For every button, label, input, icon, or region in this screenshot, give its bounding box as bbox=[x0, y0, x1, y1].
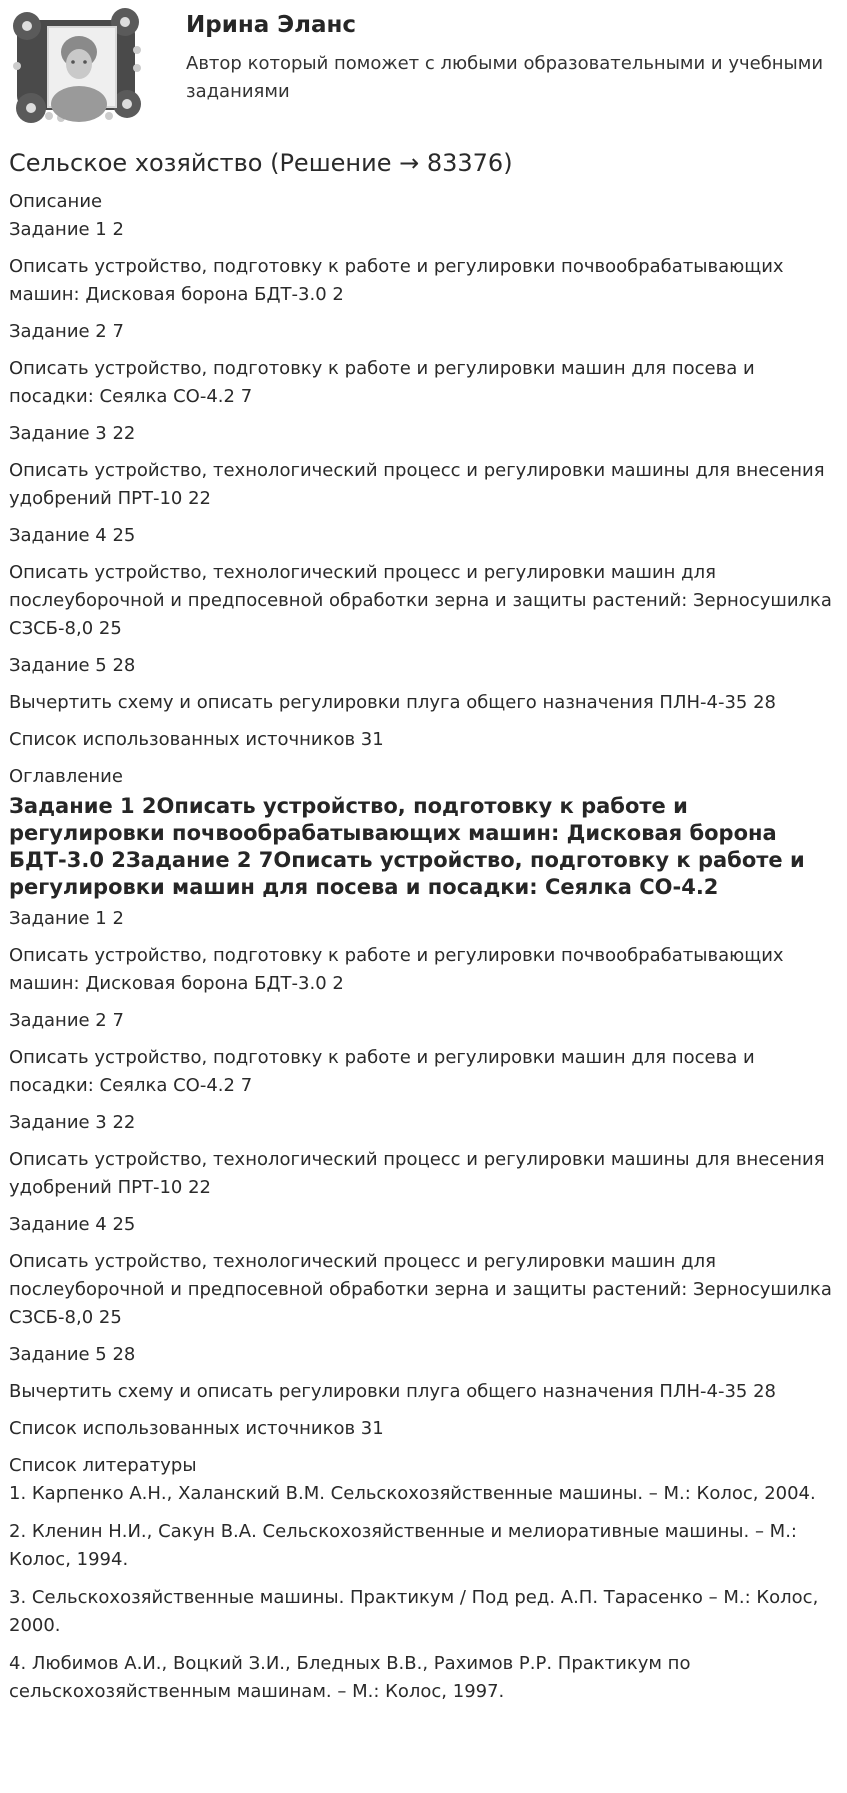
task-title: Задание 3 22 bbox=[9, 1112, 136, 1133]
author-name[interactable]: Ирина Эланс bbox=[186, 12, 357, 38]
task-text: Вычертить схему и описать регулировки плуга общего назначения ПЛН-4-35 28 bbox=[9, 692, 777, 713]
literature-item: 1. Карпенко А.Н., Халанский В.М. Сельскохозяйственные машины. – М.: Колос, 2004. bbox=[9, 1483, 816, 1504]
sources-line: Список использованных источников 31 bbox=[9, 1418, 384, 1439]
task-title: Задание 4 25 bbox=[9, 525, 136, 546]
task-text: Описать устройство, подготовку к работе и регулировки почвообрабатывающих машин: Дисковая борона БДТ-3.0 2 bbox=[9, 945, 784, 994]
task-text: Описать устройство, технологический процесс и регулировки машины для внесения удобрений ПРТ-10 22 bbox=[9, 460, 825, 509]
page-title: Сельское хозяйство (Решение → 83376) bbox=[9, 149, 513, 177]
task-title: Задание 4 25 bbox=[9, 1214, 136, 1235]
author-description: Автор который поможет с любыми образовательными и учебными заданиями bbox=[186, 53, 824, 102]
task-list-toc bbox=[9, 905, 839, 1443]
task-title: Задание 1 2 bbox=[9, 908, 124, 929]
task-text: Описать устройство, технологический процесс и регулировки машин для послеуборочной и предпосевной обработки зерна и защиты растений: Зерносушилка СЗСБ-8,0 25 bbox=[9, 562, 832, 639]
literature-item: 4. Любимов А.И., Воцкий З.И., Бледных В.В., Рахимов Р.Р. Практикум по сельскохозяйственным машинам. – М.: Колос, 1997. bbox=[9, 1653, 691, 1702]
task-text: Описать устройство, подготовку к работе и регулировки машин для посева и посадки: Сеялка СО-4.2 7 bbox=[9, 1047, 755, 1096]
task-title: Задание 1 2 bbox=[9, 219, 124, 240]
author-block bbox=[9, 0, 839, 140]
task-text: Описать устройство, подготовку к работе и регулировки почвообрабатывающих машин: Дисковая борона БДТ-3.0 2 bbox=[9, 256, 784, 305]
sources-line: Список использованных источников 31 bbox=[9, 729, 384, 750]
toc-heading: Задание 1 2Описать устройство, подготовку к работе и регулировки почвообрабатывающих машин: Дисковая борона БДТ-3.0 2Задание 2 7Описать устройство, подготовку к работе и регулировки машин для посева и посадки: Сеялка СО-4.2 bbox=[9, 794, 805, 899]
task-title: Задание 5 28 bbox=[9, 1344, 136, 1365]
task-title: Задание 3 22 bbox=[9, 423, 136, 444]
literature-list bbox=[9, 1480, 839, 1706]
task-title: Задание 2 7 bbox=[9, 321, 124, 342]
task-text: Описать устройство, технологический процесс и регулировки машин для послеуборочной и предпосевной обработки зерна и защиты растений: Зерносушилка СЗСБ-8,0 25 bbox=[9, 1251, 832, 1328]
page bbox=[9, 0, 839, 1702]
task-text: Вычертить схему и описать регулировки плуга общего назначения ПЛН-4-35 28 bbox=[9, 1381, 777, 1402]
description-label: Описание bbox=[9, 191, 103, 212]
literature-item: 3. Сельскохозяйственные машины. Практикум / Под ред. А.П. Тарасенко – М.: Колос, 2000. bbox=[9, 1587, 819, 1636]
task-title: Задание 5 28 bbox=[9, 655, 136, 676]
task-text: Описать устройство, подготовку к работе и регулировки машин для посева и посадки: Сеялка СО-4.2 7 bbox=[9, 358, 755, 407]
author-avatar[interactable] bbox=[9, 6, 149, 126]
document-content bbox=[9, 188, 839, 1716]
literature-label: Список литературы bbox=[9, 1455, 197, 1476]
literature-item: 2. Кленин Н.И., Сакун В.А. Сельскохозяйственные и мелиоративные машины. – М.: Колос, 1994. bbox=[9, 1521, 798, 1570]
toc-label: Оглавление bbox=[9, 766, 123, 787]
task-title: Задание 2 7 bbox=[9, 1010, 124, 1031]
task-text: Описать устройство, технологический процесс и регулировки машины для внесения удобрений ПРТ-10 22 bbox=[9, 1149, 825, 1198]
task-list-description bbox=[9, 216, 839, 754]
